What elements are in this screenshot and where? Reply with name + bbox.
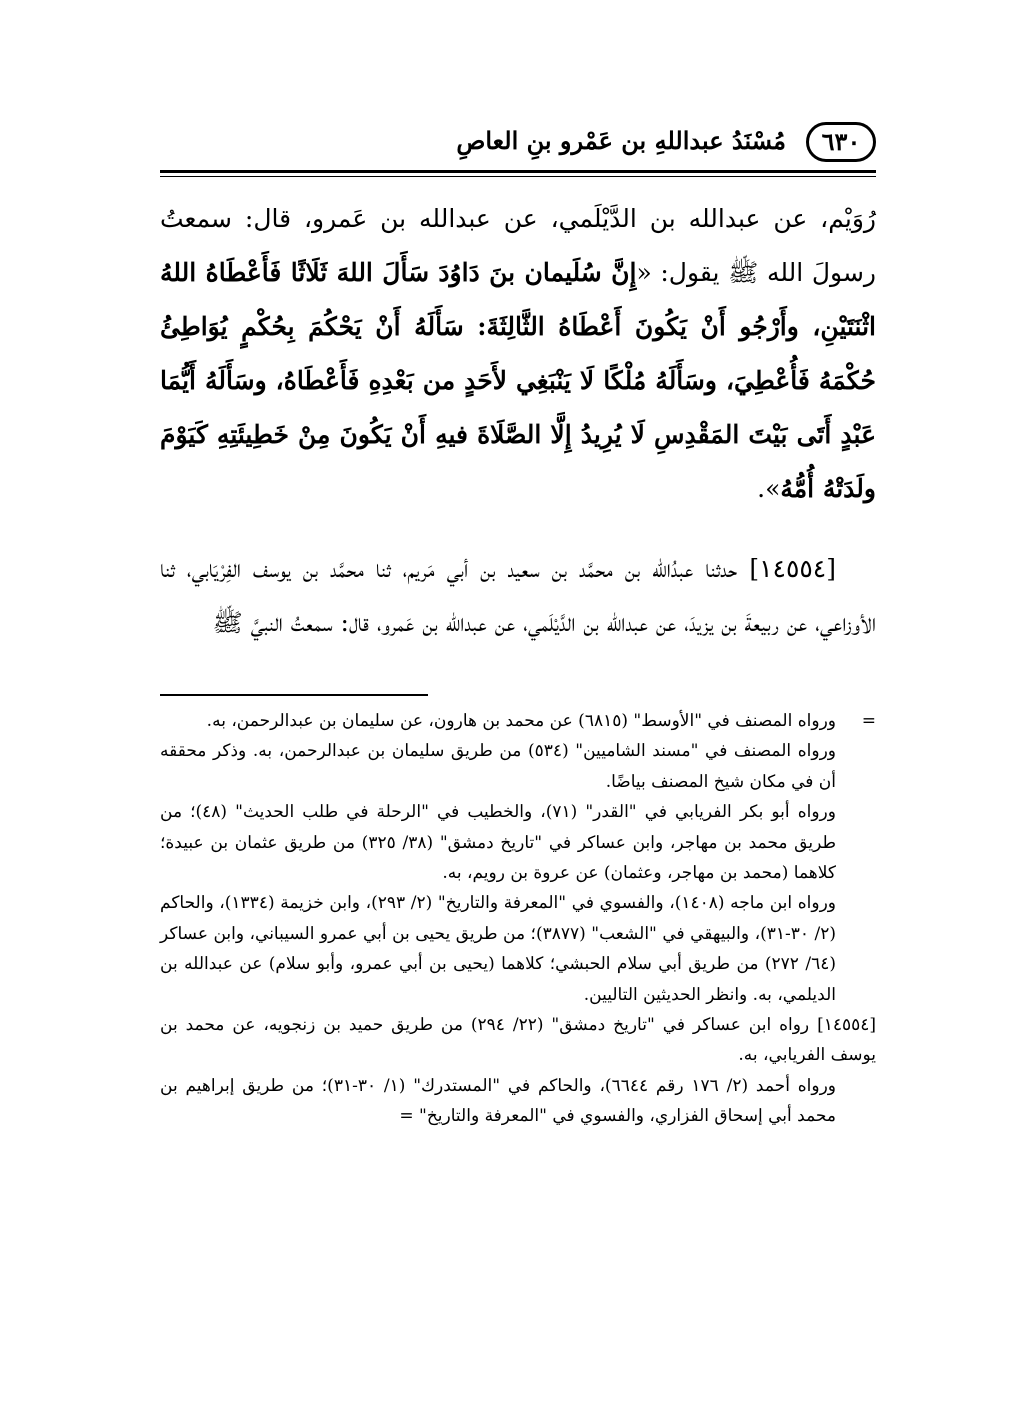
footnote-item-numbered xyxy=(160,1010,876,1071)
hadith-text: إِنَّ سُلَيمان بنَ دَاوُدَ سَأَلَ اللهَ ثَلَاثًا فَأَعْطَاهُ اللهُ اثْنَتَيْنِ، وأَرْجُو أَنْ يَكُونَ أَعْطَاهُ الثَّالِثَةَ: سَأَلَهُ أَنْ يَحْكُمَ بِحُكْمٍ يُوَاطِئُ حُكْمَهُ فَأُعْطِيَ، وسَأَلَهُ مُلْكًا لَا يَنْبَغِي لأَحَدٍ من بَعْدِهِ فَأَعْطَاهُ، وسَأَلَهُ أَيُّمَا عَبْدٍ أَتَى بَيْتَ المَقْدِسِ لَا يُرِيدُ إِلَّا الصَّلَاةَ فيهِ أَنْ يَكُونَ مِنْ خَطِيئَتِهِ كَيَوْمَ ولَدَتْهُ أُمُّهُ xyxy=(160,258,876,503)
footnote-item: ورواه أبو بكر الفريابي في "القدر" (٧١)، والخطيب في "الرحلة في طلب الحديث" (٤٨)؛ من طريق محمد بن مهاجر، وابن عساكر في "تاريخ دمشق" (٣٨/ ٣٢٥) من طريق عثمان بن عبيدة؛ كلاهما (محمد بن مهاجر، وعثمان) عن عروة بن رويم، به. xyxy=(160,802,836,884)
footnote-item: ورواه ابن ماجه (١٤٠٨)، والفسوي في "المعرفة والتاريخ" (٢/ ٢٩٣)، وابن خزيمة (١٣٣٤)، والحاكم (٢/ ٣٠-٣١)، والبيهقي في "الشعب" (٣٨٧٧)؛ من طريق يحيى بن أبي عمرو السيباني، وابن عساكر (٦٤/ ٢٧٢) من طريق أبي سلام الحبشي؛ كلاهما (يحيى بن أبي عمرو، وأبو سلام) عن عبدالله بن الديلمي، به. وانظر الحديثين التاليين. xyxy=(160,893,836,1005)
footnote-divider xyxy=(160,694,428,696)
footnote-item xyxy=(160,706,876,736)
page-number: ٦٣٠ xyxy=(806,122,876,162)
hadith-close: ». xyxy=(757,474,781,503)
footnotes xyxy=(160,706,876,1132)
footnote-item: ورواه المصنف في "مسند الشاميين" (٥٣٤) من طريق سليمان بن عبدالرحمن، به. وذكر محققه أن في مكان شيخ المصنف بياضًا. xyxy=(160,741,836,792)
header-divider-thin xyxy=(160,176,876,177)
footnote-text: رواه ابن عساكر في "تاريخ دمشق" (٢٢/ ٢٩٤) من طريق حميد بن زنجويه، عن محمد بن يوسف الفريابي، به. xyxy=(160,1015,876,1066)
footnote-number: [١٤٥٥٤] xyxy=(817,1015,876,1036)
hadith-paragraph xyxy=(160,192,876,516)
footnote-text: ورواه المصنف في "الأوسط" (٦٨١٥) عن محمد بن هارون، عن سليمان بن عبدالرحمن، به. xyxy=(206,711,836,731)
main-text xyxy=(160,192,876,650)
header-divider xyxy=(160,170,876,173)
footnote-item: ورواه أحمد (٢/ ١٧٦ رقم ٦٦٤٤)، والحاكم في "المستدرك" (١/ ٣٠-٣١)؛ من طريق إبراهيم بن محمد أبي إسحاق الفزاري، والفسوي في "المعرفة والتاريخ" = xyxy=(160,1075,836,1127)
hadith-14554-paragraph: [١٤٥٥٤] حدثنا عبدُالله بن محمَّد بن سعيد بن أبي مَريم، ثنا محمَّد بن يوسف الفِرْيَابي، ثنا الأوزاعي، عن ربيعةَ بن يزيدَ، عن عبدالله بن الدَّيْلَمي، عن عبدالله بن عَمرو، قال: سمعتُ النبيَّ ﷺ xyxy=(160,554,876,637)
continuation-marker: = xyxy=(861,711,876,731)
running-title: مُسْنَدُ عبداللهِ بن عَمْرو بنِ العاصِ xyxy=(456,126,786,155)
hadith-chain: رُوَيْم، عن عبدالله بن الدَّيْلَمي، عن عبدالله بن عَمرو، قال: سمعتُ رسولَ الله ﷺ يقول: « xyxy=(160,204,876,287)
page-header xyxy=(160,118,876,178)
